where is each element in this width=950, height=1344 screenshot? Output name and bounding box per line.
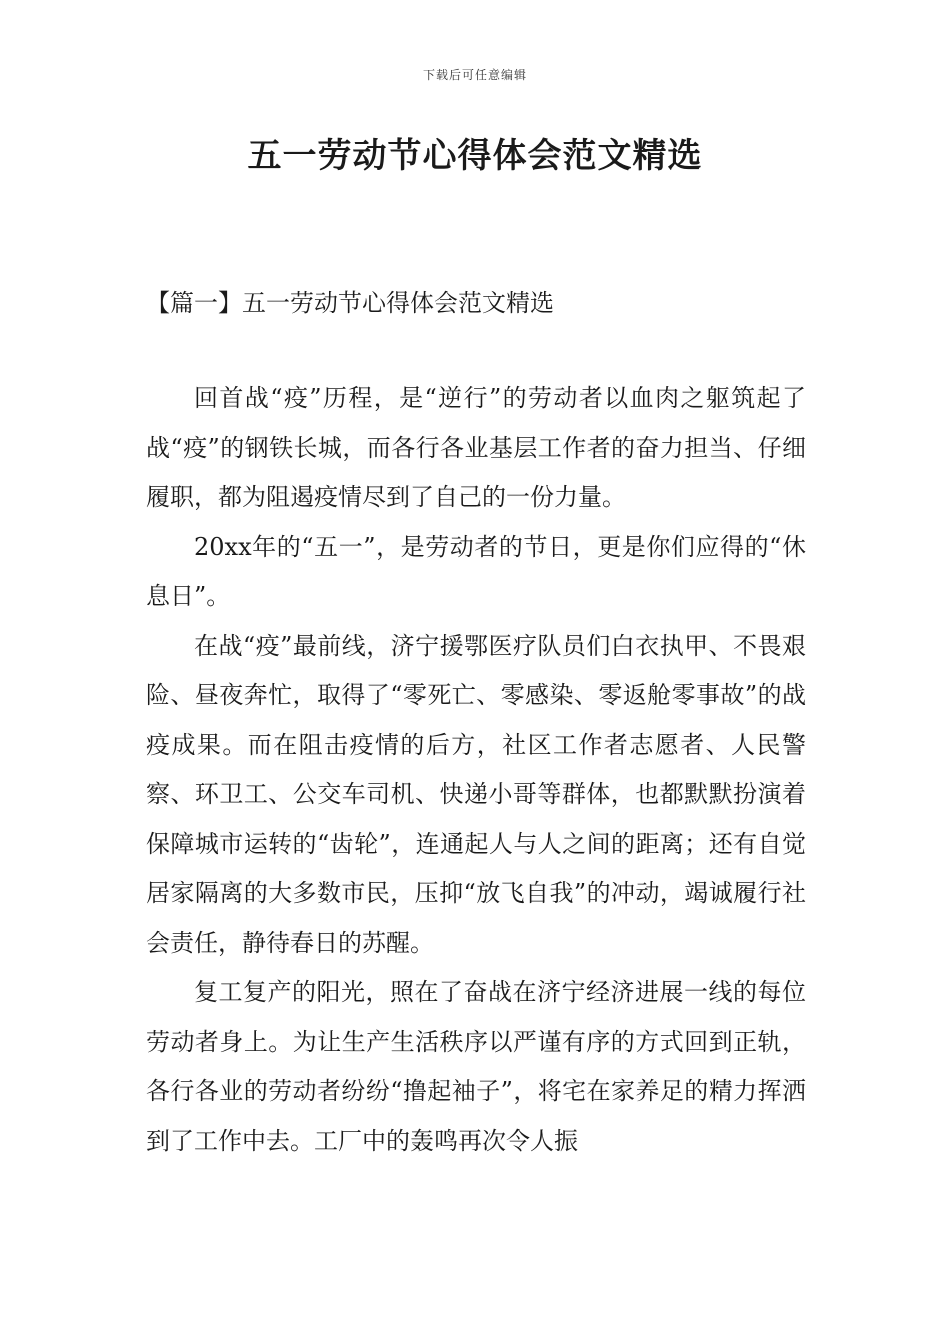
body-text [146, 374, 806, 1166]
section-heading: 【篇一】五一劳动节心得体会范文精选 [146, 289, 554, 317]
paragraph: 复工复产的阳光，照在了奋战在济宁经济进展一线的每位劳动者身上。为让生产生活秩序以严谨有序的方式回到正轨，各行各业的劳动者纷纷“撸起袖子”，将宅在家养足的精力挥洒到了工作中去。工厂中的轰鸣再次令人振 [146, 978, 806, 1155]
paragraph: 20xx年的“五一”，是劳动者的节日，更是你们应得的“休息日”。 [146, 532, 806, 610]
header-note: 下载后可任意编辑 [422, 68, 527, 82]
paragraph: 在战“疫”最前线，济宁援鄂医疗队员们白衣执甲、不畏艰险、昼夜奔忙，取得了“零死亡、零感染、零返舱零事故”的战疫成果。而在阻击疫情的后方，社区工作者志愿者、人民警察、环卫工、公交车司机、快递小哥等群体，也都默默扮演着保障城市运转的“齿轮”，连通起人与人之间的距离；还有自觉居家隔离的大多数市民，压抑“放飞自我”的冲动，竭诚履行社会责任，静待春日的苏醒。 [146, 631, 806, 957]
paragraph: 回首战“疫”历程，是“逆行”的劳动者以血肉之躯筑起了战“疫”的钢铁长城，而各行各业基层工作者的奋力担当、仔细履职，都为阻遏疫情尽到了自己的一份力量。 [146, 384, 806, 511]
document-title: 五一劳动节心得体会范文精选 [247, 136, 703, 176]
